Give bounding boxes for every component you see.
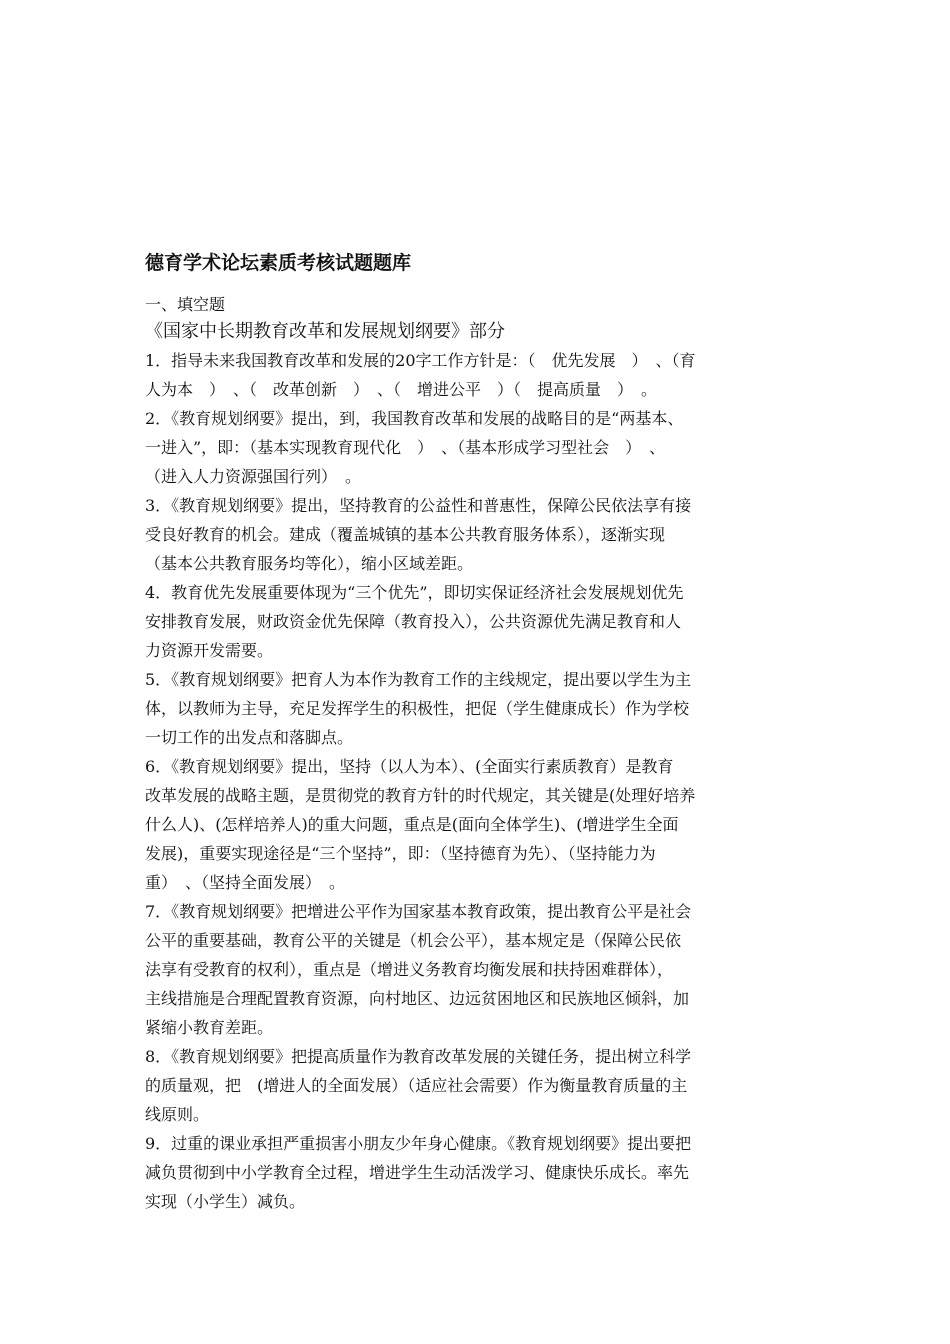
text-line: 重） 、（坚持全面发展） 。 bbox=[145, 873, 346, 892]
text-line: 8．《教育规划纲要》把提高质量作为教育改革发展的关键任务，提出树立科学 bbox=[145, 1047, 692, 1066]
text-line: 人为本 ） 、（ 改革创新 ） 、（ 增进公平 ）（ 提高质量 ） 。 bbox=[145, 380, 658, 399]
text-line: （进入人力资源强国行列） 。 bbox=[145, 467, 362, 486]
text-line: 公平的重要基础，教育公平的关键是（机会公平），基本规定是（保障公民依 bbox=[145, 931, 682, 950]
text-line: 法享有受教育的权利），重点是（增进义务教育均衡发展和扶持困难群体）， bbox=[145, 960, 674, 979]
text-line: 2．《教育规划纲要》提出，到，我国教育改革和发展的战略目的是“两基本、 bbox=[145, 409, 684, 428]
text-line: 3．《教育规划纲要》提出，坚持教育的公益性和普惠性，保障公民依法享有接 bbox=[145, 496, 692, 515]
text-line: 力资源开发需要。 bbox=[145, 641, 274, 660]
text-line: 的质量观，把 (增进人的全面发展）（适应社会需要）作为衡量教育质量的主 bbox=[145, 1076, 688, 1095]
text-line: 减负贯彻到中小学教育全过程，增进学生生动活泼学习、健康快乐成长。率先 bbox=[145, 1163, 690, 1182]
text-line: 1．指导未来我国教育改革和发展的20字工作方针是：（ 优先发展 ） 、（育 bbox=[145, 351, 696, 370]
text-line: 7．《教育规划纲要》把增进公平作为国家基本教育政策，提出教育公平是社会 bbox=[145, 902, 692, 921]
document-title: 德育学术论坛素质考核试题题库 bbox=[145, 252, 412, 274]
text-line: 4．教育优先发展重要体现为“三个优先”，即切实保证经济社会发展规划优先 bbox=[145, 583, 684, 602]
text-line: 发展)，重要实现途径是“三个坚持”，即：（坚持德育为先）、（坚持能力为 bbox=[145, 844, 656, 863]
text-line: 一进入”，即：（基本实现教育现代化 ） 、（基本形成学习型社会 ） 、 bbox=[145, 438, 666, 457]
section-heading: 一、填空题 bbox=[145, 295, 226, 314]
text-line: 主线措施是合理配置教育资源，向村地区、边远贫困地区和民族地区倾斜，加 bbox=[145, 989, 690, 1008]
text-line: 改革发展的战略主题，是贯彻党的教育方针的时代规定，其关键是(处理好培养 bbox=[145, 786, 696, 805]
text-line: 受良好教育的机会。建成（覆盖城镇的基本公共教育服务体系），逐渐实现 bbox=[145, 525, 666, 544]
text-line: 紧缩小教育差距。 bbox=[145, 1018, 274, 1037]
text-line: 5．《教育规划纲要》把育人为本作为教育工作的主线规定，提出要以学生为主 bbox=[145, 670, 692, 689]
text-line: （基本公共教育服务均等化），缩小区域差距。 bbox=[145, 554, 474, 573]
text-line: 什么人)、(怎样培养人)的重大问题，重点是(面向全体学生)、(增进学生全面 bbox=[145, 815, 679, 834]
text-line: 一切工作的出发点和落脚点。 bbox=[145, 728, 354, 747]
text-line: 体，以教师为主导，充足发挥学生的积极性，把促（学生健康成长）作为学校 bbox=[145, 699, 690, 718]
text-line: 线原则。 bbox=[145, 1105, 210, 1124]
text-line: 9．过重的课业承担严重损害小朋友少年身心健康。《教育规划纲要》提出要把 bbox=[145, 1134, 692, 1153]
text-line: 安排教育发展，财政资金优先保障（教育投入），公共资源优先满足教育和人 bbox=[145, 612, 682, 631]
text-line: 6．《教育规划纲要》提出，坚持（以人为本）、(全面实行素质教育）是教育 bbox=[145, 757, 674, 776]
text-line: 实现（小学生）减负。 bbox=[145, 1192, 306, 1211]
subsection-heading: 《国家中长期教育改革和发展规划纲要》部分 bbox=[145, 321, 505, 342]
document-body bbox=[145, 346, 809, 1216]
